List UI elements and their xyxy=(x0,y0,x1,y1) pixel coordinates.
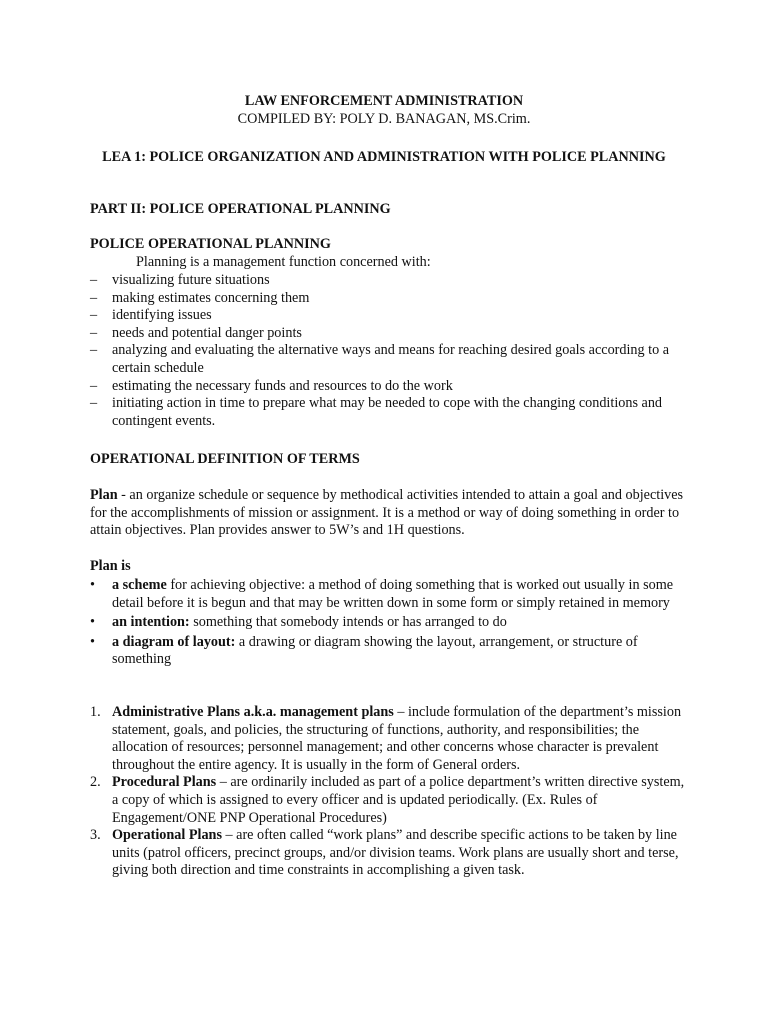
list-item xyxy=(90,774,690,827)
document-header xyxy=(0,93,768,128)
plan-definition xyxy=(90,487,690,540)
course-title: LEA 1: POLICE ORGANIZATION AND ADMINISTRATION WITH POLICE PLANNING xyxy=(102,149,666,165)
list-item-text: needs and potential danger points xyxy=(112,324,302,341)
item-number: 3. xyxy=(90,827,101,844)
list-item xyxy=(90,272,690,290)
bullet-marker: • xyxy=(90,577,95,593)
section-heading: POLICE OPERATIONAL PLANNING xyxy=(90,236,331,252)
bullet-term: a diagram of layout: xyxy=(112,633,236,650)
list-item-text: making estimates concerning them xyxy=(112,289,310,306)
list-item xyxy=(90,378,690,396)
plan-definition-text: - an organize schedule or sequence by methodical activities intended to attain a goal and objectives for the accomplishments of mission or assignment. It is a method or way of doing something in order to attain objectives. Plan provides answer to 5W’s and 1H questions. xyxy=(90,487,684,539)
list-item xyxy=(90,577,690,612)
plan-is-heading: Plan is xyxy=(90,558,131,574)
item-number: 2. xyxy=(90,774,101,791)
list-item-text: analyzing and evaluating the alternative ways and means for reaching desired goals according to a certain schedule xyxy=(112,342,670,376)
dash-marker: – xyxy=(90,272,98,288)
bullet-text: a drawing or diagram showing the layout, arrangement, or structure of something xyxy=(112,633,638,668)
plan-types-numbered-list xyxy=(90,704,690,880)
list-item xyxy=(90,325,690,343)
bullet-text: something that somebody intends or has arranged to do xyxy=(189,614,507,631)
list-item xyxy=(90,342,690,377)
list-item xyxy=(90,290,690,308)
list-item xyxy=(90,307,690,325)
item-text: – are ordinarily included as part of a police department’s written directive system, a copy of which is assigned to every officer and is updated periodically. (Ex. Rules of Engagement/ONE PNP Operational Procedures) xyxy=(112,774,685,826)
bullet-text: for achieving objective: a method of doing something that is worked out usually in some detail before it is begun and that may be written down in some form or simply retained in memory xyxy=(112,577,674,611)
item-term: Operational Plans xyxy=(112,827,222,844)
bullet-term: an intention: xyxy=(112,614,190,631)
document-title: LAW ENFORCEMENT ADMINISTRATION xyxy=(244,93,524,109)
dash-marker: – xyxy=(90,324,98,341)
bullet-term: a scheme xyxy=(112,577,167,593)
planning-dash-list xyxy=(90,272,690,430)
list-item xyxy=(90,614,690,632)
list-item-text: visualizing future situations xyxy=(112,272,270,288)
item-term: Procedural Plans xyxy=(112,774,217,791)
dash-marker: – xyxy=(90,307,98,324)
plan-is-bullet-list xyxy=(90,577,690,671)
bullet-marker: • xyxy=(90,614,95,631)
compiled-by: COMPILED BY: POLY D. BANAGAN, MS.Crim. xyxy=(237,110,531,127)
list-item xyxy=(90,827,690,880)
terms-heading: OPERATIONAL DEFINITION OF TERMS xyxy=(90,451,360,467)
planning-intro: Planning is a management function concerned with: xyxy=(136,254,431,270)
dash-marker: – xyxy=(90,377,98,394)
list-item xyxy=(90,395,690,430)
plan-term: Plan xyxy=(90,487,118,503)
list-item-text: identifying issues xyxy=(112,307,212,324)
item-text: – are often called “work plans” and describe specific actions to be taken by line units (patrol officers, precinct groups, and/or division teams. Work plans are usually short and terse, giving both direction and time constraints in accomplishing a given task. xyxy=(112,827,679,879)
item-number: 1. xyxy=(90,704,101,720)
list-item xyxy=(90,634,690,669)
list-item-text: estimating the necessary funds and resources to do the work xyxy=(112,377,453,394)
item-text: – include formulation of the department’s mission statement, goals, and policies, the structuring of functions, authority, and responsibilities; the allocation of resources; personnel management; and other concerns whose character is prevalent throughout the entire agency. It is usually in the form of General orders. xyxy=(112,704,682,773)
dash-marker: – xyxy=(90,289,98,306)
part-heading: PART II: POLICE OPERATIONAL PLANNING xyxy=(90,201,391,217)
item-term: Administrative Plans a.k.a. management plans xyxy=(112,704,394,720)
list-item xyxy=(90,704,690,774)
dash-marker: – xyxy=(90,342,98,359)
list-item-text: initiating action in time to prepare what may be needed to cope with the changing conditions and contingent events. xyxy=(112,395,663,429)
bullet-marker: • xyxy=(90,633,95,650)
dash-marker: – xyxy=(90,395,98,412)
